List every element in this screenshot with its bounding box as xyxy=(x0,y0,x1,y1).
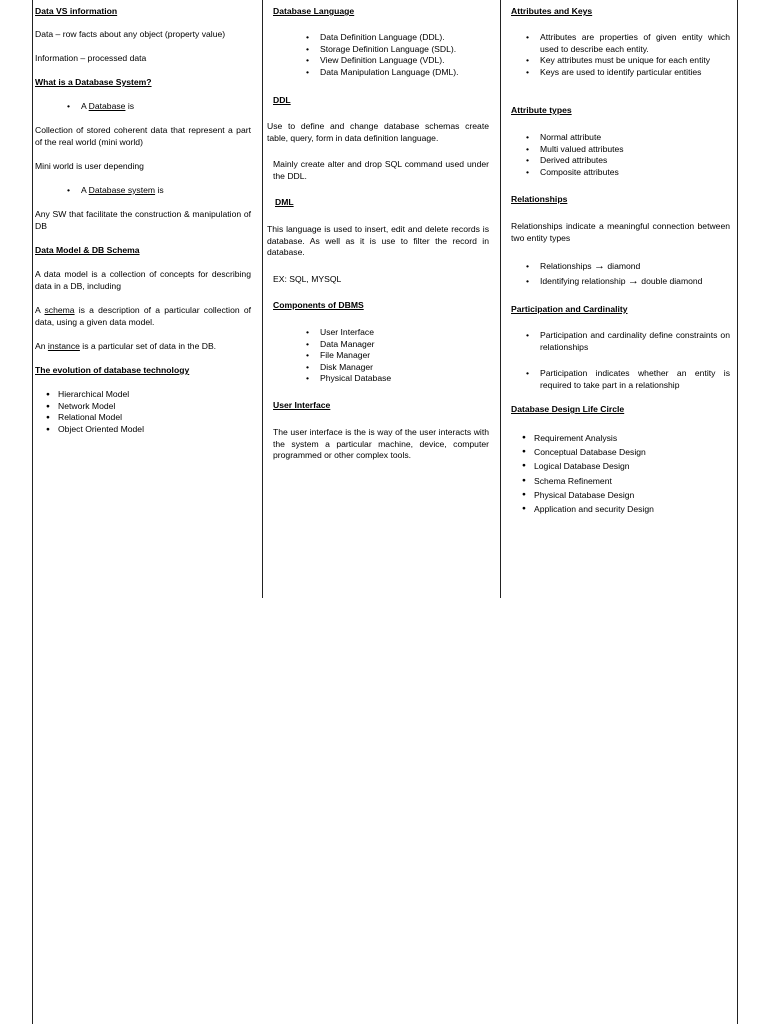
list-item: • Keys are used to identify particular entities xyxy=(540,67,730,79)
list-item: • File Manager xyxy=(320,350,489,362)
text-information-definition: Information – processed data xyxy=(35,53,147,63)
text-examples: EX: SQL, MYSQL xyxy=(273,274,342,284)
list-item: • Key attributes must be unique for each entity xyxy=(540,55,730,67)
list-item: ● Relational Model xyxy=(58,412,251,424)
list-item: ● Application and security Design xyxy=(534,502,730,516)
left-page-border xyxy=(32,0,33,1024)
text-mini-world: Mini world is user depending xyxy=(35,161,144,171)
list-item: ● Object Oriented Model xyxy=(58,424,251,436)
attribute-types-list xyxy=(540,132,730,178)
list-item: • Participation and cardinality define constraints on relationships xyxy=(540,330,730,353)
list-item: ● Schema Refinement xyxy=(534,474,730,488)
list-item: • Relationships → diamond xyxy=(540,261,730,273)
evolution-list xyxy=(58,389,251,435)
list-item: • Normal attribute xyxy=(540,132,730,144)
list-item: • Data Manipulation Language (DML). xyxy=(320,67,489,79)
text-dml: This language is used to insert, edit and delete records is database. As well as it is use to filter the record in database. xyxy=(267,224,489,257)
database-language-list xyxy=(320,32,489,78)
list-item: ● Physical Database Design xyxy=(534,488,730,502)
heading-components-of-dbms: Components of DBMS xyxy=(273,300,364,310)
heading-design-life-circle: Database Design Life Circle xyxy=(511,404,625,414)
text-ddl-use: Use to define and change database schemas create table, query, form in data definition language. xyxy=(267,121,489,143)
database-term: Database xyxy=(88,101,126,111)
list-item: • Physical Database xyxy=(320,373,489,385)
list-item: • Participation indicates whether an entity is required to take part in a relationship xyxy=(540,368,730,391)
heading-participation-cardinality: Participation and Cardinality xyxy=(511,304,628,314)
list-item: ● Network Model xyxy=(58,401,251,413)
heading-relationships: Relationships xyxy=(511,194,568,204)
text-any-sw: Any SW that facilitate the construction & manipulation of DB xyxy=(35,209,251,231)
list-item: • Attributes are properties of given entity which used to describe each entity. xyxy=(540,32,730,55)
arrow-right-icon: → xyxy=(627,274,639,287)
text-data-model: A data model is a collection of concepts for describing data in a DB, including xyxy=(35,269,251,291)
heading-evolution-db-technology: The evolution of database technology xyxy=(35,365,190,375)
list-item: • Multi valued attributes xyxy=(540,144,730,156)
list-item: ● Requirement Analysis xyxy=(534,431,730,445)
list-item: • Data Definition Language (DDL). xyxy=(320,32,489,44)
text-ddl-mainly: Mainly create alter and drop SQL command used under the DDL. xyxy=(273,159,489,181)
list-item: ● Hierarchical Model xyxy=(58,389,251,401)
list-item: • A Database system is xyxy=(81,185,251,197)
text-relationships: Relationships indicate a meaningful connection between two entity types xyxy=(511,221,730,243)
heading-attribute-types: Attribute types xyxy=(511,105,572,115)
heading-attributes-and-keys: Attributes and Keys xyxy=(511,6,593,16)
heading-what-is-database-system: What is a Database System? xyxy=(35,77,152,87)
column-divider-2 xyxy=(500,0,501,598)
right-page-border xyxy=(737,0,738,1024)
schema-term: schema xyxy=(44,305,75,315)
arrow-right-icon: → xyxy=(593,260,605,272)
list-item: ● Logical Database Design xyxy=(534,459,730,473)
list-item: • Storage Definition Language (SDL). xyxy=(320,44,489,56)
heading-data-model-db-schema: Data Model & DB Schema xyxy=(35,245,140,255)
text-data-definition: Data – row facts about any object (property value) xyxy=(35,29,226,39)
list-item: • View Definition Language (VDL). xyxy=(320,55,489,67)
heading-ddl: DDL xyxy=(273,95,291,105)
text-user-interface: The user interface is the is way of the user interacts with the system a particular machine, device, computer programmed or other complex tools. xyxy=(273,427,489,460)
text-schema: A schema is a description of a particular collection of data, using a given data model. xyxy=(35,305,251,327)
text-collection-of-data: Collection of stored coherent data that represent a part of the real world (mini world) xyxy=(35,125,251,147)
heading-dml: DML xyxy=(275,197,294,207)
list-item: • Disk Manager xyxy=(320,362,489,374)
list-item: ● Conceptual Database Design xyxy=(534,445,730,459)
list-item: • Identifying relationship → double diamond xyxy=(540,276,730,288)
participation-list-2 xyxy=(540,368,730,391)
instance-term: instance xyxy=(47,341,80,351)
lifecycle-list xyxy=(534,431,730,516)
list-item: • Derived attributes xyxy=(540,155,730,167)
list-item: • User Interface xyxy=(320,327,489,339)
heading-database-language: Database Language xyxy=(273,6,355,16)
column-divider-1 xyxy=(262,0,263,598)
text-instance: An instance is a particular set of data in the DB. xyxy=(35,341,217,351)
attributes-list xyxy=(540,32,730,78)
participation-list-1 xyxy=(540,330,730,353)
list-item: • Composite attributes xyxy=(540,167,730,179)
relationships-list xyxy=(540,261,730,287)
components-list xyxy=(320,327,489,385)
heading-user-interface: User Interface xyxy=(273,400,331,410)
list-item: • Data Manager xyxy=(320,339,489,351)
database-system-bullet-list xyxy=(81,185,251,197)
list-item: • A Database is xyxy=(81,101,251,113)
database-bullet-list xyxy=(81,101,251,113)
heading-data-vs-information: Data VS information xyxy=(35,6,118,16)
database-system-term: Database system xyxy=(88,185,156,195)
